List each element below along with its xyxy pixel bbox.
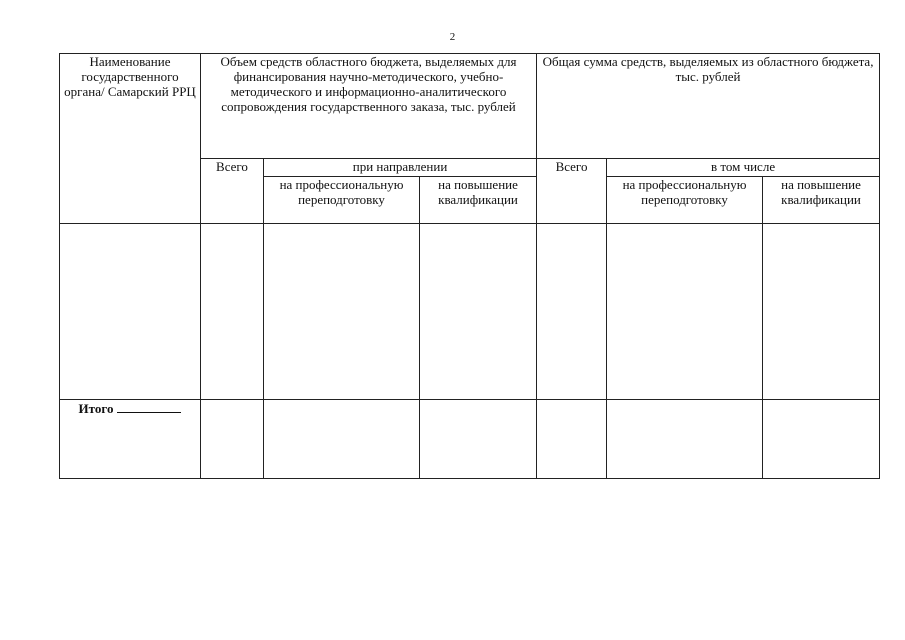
total-label-cell	[60, 400, 201, 479]
table-row	[60, 224, 880, 400]
page-number: 2	[449, 31, 456, 43]
group2-sub-header: в том числе	[607, 159, 880, 177]
total-cell-group2-qualification	[763, 400, 880, 479]
group2-total-header: Всего	[537, 159, 607, 224]
group1-total-header: Всего	[201, 159, 264, 224]
total-cell-group2-total	[537, 400, 607, 479]
name-header-text: Наименование государственного органа/ Самарский РРЦ	[64, 54, 196, 99]
group1-qualification-header: на повышение квалификации	[420, 177, 537, 224]
group1-retraining-header: на профессиональную переподготовку	[264, 177, 420, 224]
data-cell-group2-retraining	[607, 224, 763, 400]
total-label: Итого	[78, 401, 114, 416]
blank-fill-line	[117, 400, 181, 413]
data-cell-name	[60, 224, 201, 400]
header-row-1	[60, 54, 880, 159]
group1-header-cell	[201, 54, 537, 159]
group2-qualification-header: на повышение квалификации	[763, 177, 880, 224]
data-cell-group2-qualification	[763, 224, 880, 400]
budget-table	[59, 53, 880, 479]
total-row	[60, 400, 880, 479]
total-cell-group1-retraining	[264, 400, 420, 479]
data-cell-group1-retraining	[264, 224, 420, 400]
data-cell-group2-total	[537, 224, 607, 400]
group1-header-text: Объем средств областного бюджета, выделяемых для финансирования научно-методического, учебно-методического и информационно-аналитического сопровождения государственного заказа, тыс. рублей	[220, 54, 517, 114]
total-cell-group1-qualification	[420, 400, 537, 479]
group2-header-cell	[537, 54, 880, 159]
total-cell-group2-retraining	[607, 400, 763, 479]
group2-header-text: Общая сумма средств, выделяемых из областного бюджета, тыс. рублей	[542, 54, 874, 84]
data-cell-group1-total	[201, 224, 264, 400]
name-header-cell	[60, 54, 201, 224]
group2-retraining-header: на профессиональную переподготовку	[607, 177, 763, 224]
total-cell-group1-total	[201, 400, 264, 479]
group1-sub-header: при направлении	[264, 159, 537, 177]
data-cell-group1-qualification	[420, 224, 537, 400]
